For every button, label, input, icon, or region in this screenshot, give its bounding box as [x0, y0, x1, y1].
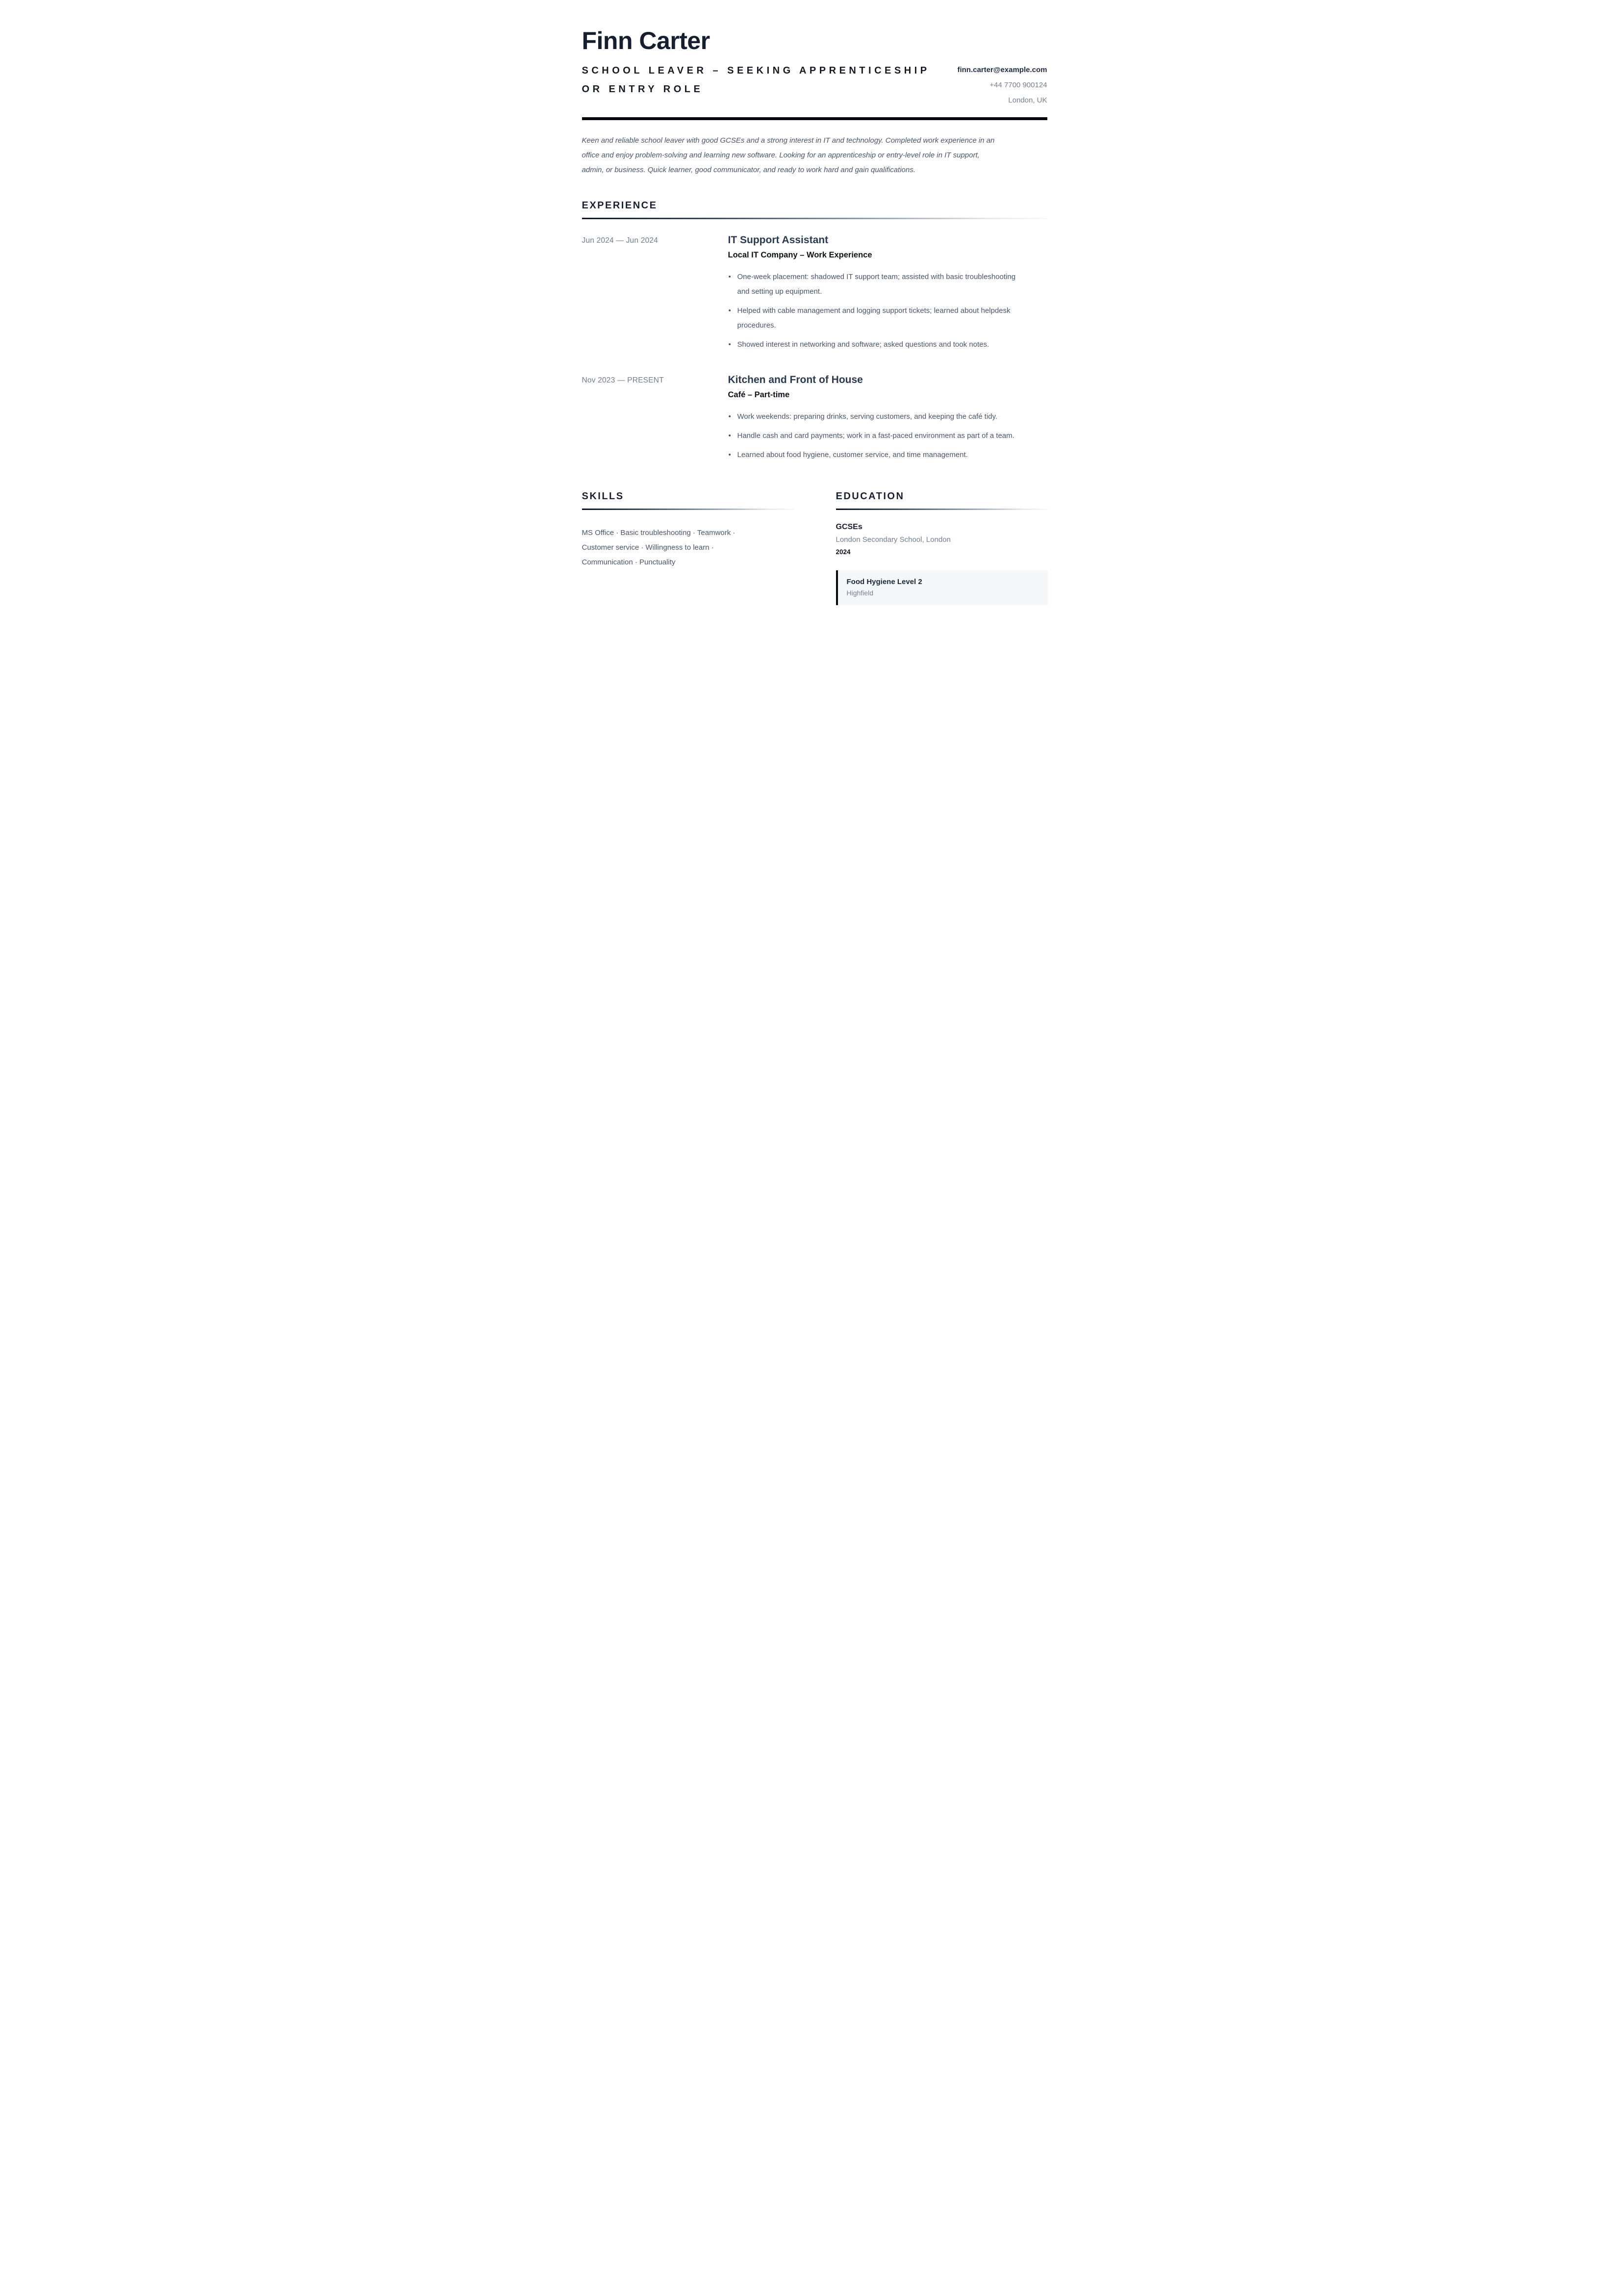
certification-title: Food Hygiene Level 2 [846, 577, 922, 586]
job-company: Local IT Company – Work Experience [728, 250, 872, 259]
candidate-headline: SCHOOL LEAVER – SEEKING APPRENTICESHIP OR ENTRY ROLE [582, 65, 930, 95]
candidate-name: Finn Carter [582, 27, 710, 54]
job-title: Kitchen and Front of House [728, 374, 863, 385]
profile-summary: Keen and reliable school leaver with good GCSEs and a strong interest in IT and technology. Completed work experience in an office and enjoy problem-solving and learning new software. Looking for an apprenticeship or entry-level role in IT support, admin, or business. Quick learner, good communicator, and ready to work hard and gain qualifications. [582, 136, 995, 174]
resume-page [541, 0, 1082, 765]
job-bullet: • Handle cash and card payments; work in a fast-paced environment as part of a team. [728, 429, 1018, 443]
job-bullet: • Work weekends: preparing drinks, serving customers, and keeping the café tidy. [728, 409, 1018, 424]
certification-issuer: Highfield [846, 588, 873, 597]
education-heading: EDUCATION [836, 490, 905, 502]
job-dates: Nov 2023 — PRESENT [582, 376, 664, 384]
education-school: London Secondary School, London [836, 535, 951, 544]
job-content [728, 234, 1047, 352]
education-entry [836, 523, 1048, 556]
skills-rule [582, 509, 794, 510]
contact-location: London, UK [1008, 96, 1047, 104]
job-entry [582, 234, 1047, 352]
skills-heading: SKILLS [582, 490, 624, 502]
contact-phone: +44 7700 900124 [989, 80, 1047, 89]
job-content [728, 374, 1047, 462]
job-bullet: • Helped with cable management and logging support tickets; learned about helpdesk procedures. [728, 304, 1018, 333]
job-bullet: • Showed interest in networking and software; asked questions and took notes. [728, 337, 1018, 352]
job-title: IT Support Assistant [728, 234, 829, 246]
education-year: 2024 [836, 548, 851, 556]
bottom-grid [582, 491, 1047, 605]
contact-info [957, 61, 1047, 108]
experience-heading: EXPERIENCE [582, 200, 658, 211]
job-bullet: • One-week placement: shadowed IT support team; assisted with basic troubleshooting and setting up equipment. [728, 270, 1018, 299]
experience-rule [582, 218, 1047, 219]
skills-list: MS Office · Basic troubleshooting · Teamwork · Customer service · Willingness to learn · Communication · Punctuality [582, 528, 735, 566]
certification-box [836, 570, 1048, 605]
job-bullet-list [728, 270, 1018, 352]
resume-header [582, 28, 1047, 108]
job-bullet: • Learned about food hygiene, customer service, and time management. [728, 448, 1018, 462]
job-entry [582, 374, 1047, 462]
job-dates: Jun 2024 — Jun 2024 [582, 236, 658, 245]
skills-section [582, 491, 794, 605]
contact-email: finn.carter@example.com [957, 65, 1047, 74]
education-degree: GCSEs [836, 522, 862, 531]
job-company: Café – Part-time [728, 390, 790, 399]
job-bullet-list [728, 409, 1018, 462]
education-section [836, 491, 1048, 605]
header-divider-bar [582, 117, 1047, 120]
experience-section [582, 200, 1047, 462]
header-row [582, 61, 1047, 108]
education-rule [836, 509, 1048, 510]
